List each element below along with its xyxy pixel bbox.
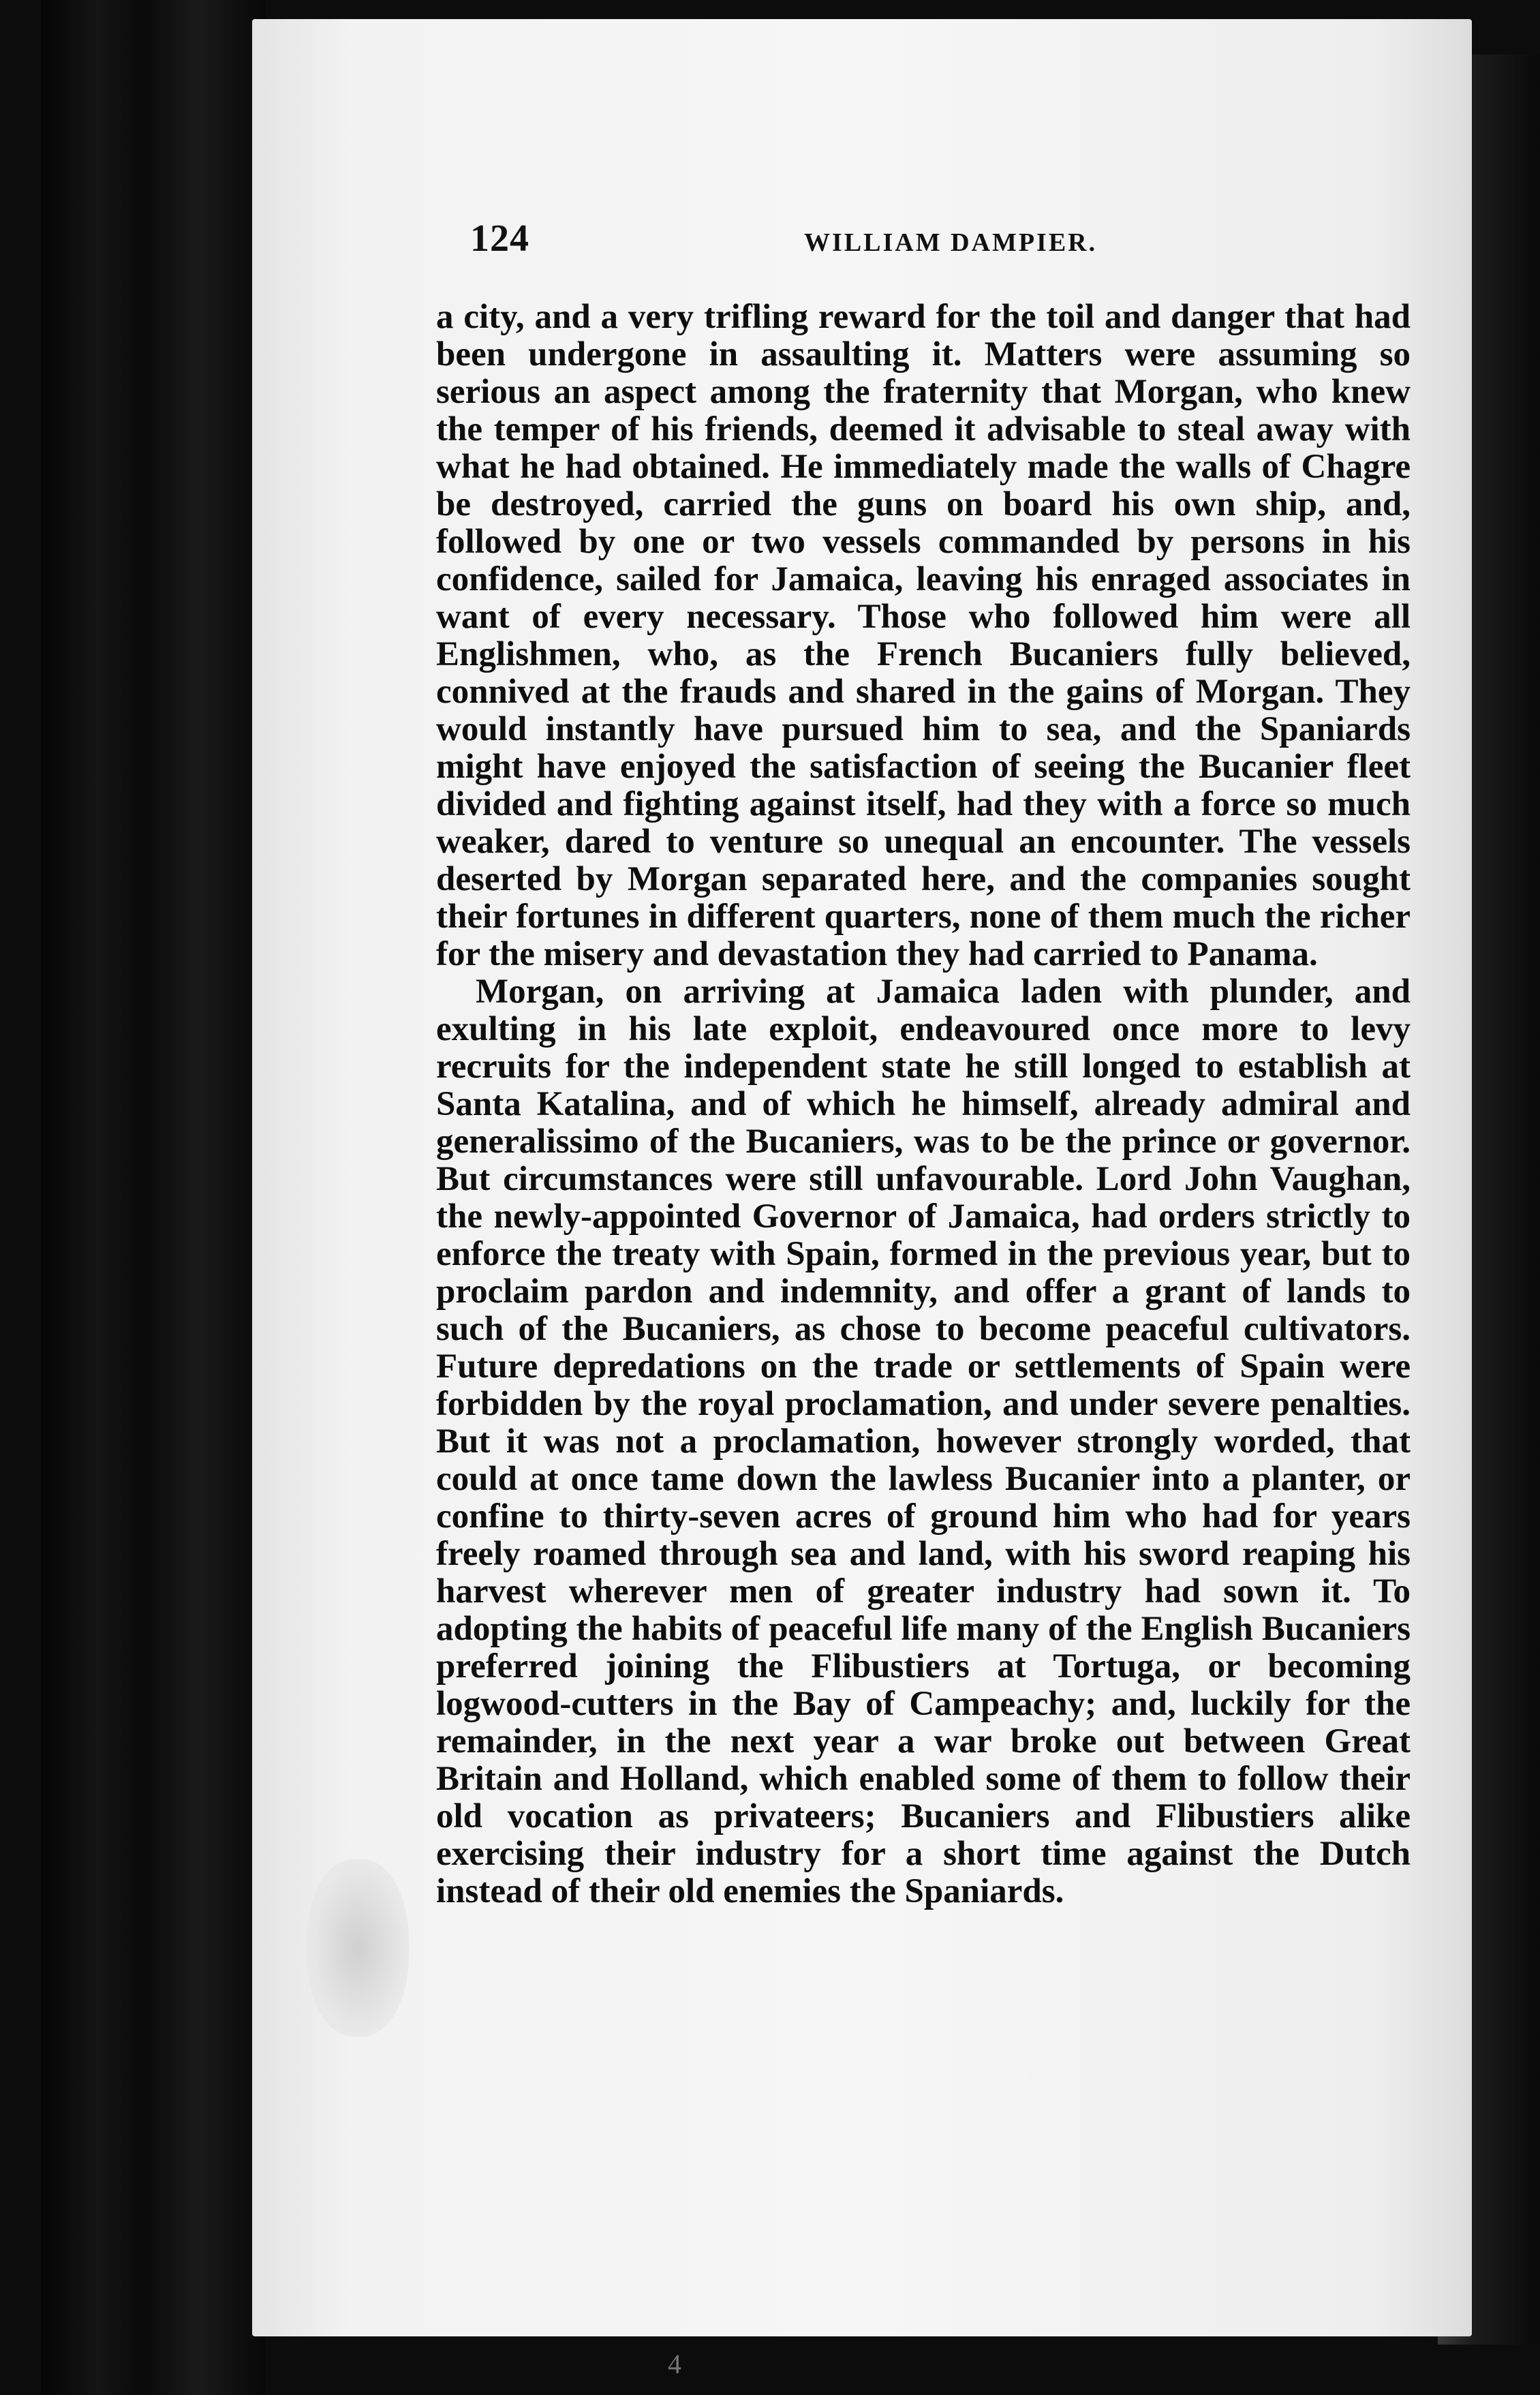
scan-footer-mark: 4 xyxy=(668,2349,681,2379)
paragraph: a city, and a very trifling reward for the toil and danger that had been undergone in assaulting it. Matters were assuming so serious an aspect among the fraternity that Morgan, who knew the temper of his friends, deemed it advisable to steal away with what he had obtained. He immediately made the walls of Chagre be destroyed, carried the guns on board his own ship, and, followed by one or two vessels commanded by persons in his confidence, sailed for Jamaica, leaving his enraged associates in want of every necessary. Those who followed him were all Englishmen, who, as the French Bucaniers fully believed, connived at the frauds and shared in the gains of Morgan. They would instantly have pursued him to sea, and the Spaniards might have enjoyed the satisfaction of seeing the Bucanier fleet divided and fighting against itself, had they with a force so much weaker, dared to venture so unequal an encounter. The vessels deserted by Morgan separated here, and the companies sought their fortunes in different quarters, none of them much the richer for the misery and devastation they had carried to Panama. xyxy=(436,298,1411,973)
paragraph: Morgan, on arriving at Jamaica laden with plunder, and exulting in his late exploit, endeavoured once more to levy recruits for the independent state he still longed to establish at Santa Katalina, and of which he himself, already admiral and generalissimo of the Bucaniers, was to be the prince or governor. But circumstances were still unfavourable. Lord John Vaughan, the newly-appointed Governor of Jamaica, had orders strictly to enforce the treaty with Spain, formed in the previous year, but to proclaim pardon and indemnity, and offer a grant of lands to such of the Bucaniers, as chose to become peaceful cultivators. Future depredations on the trade or settlements of Spain were forbidden by the royal proclamation, and under severe penalties. But it was not a proclamation, however strongly worded, that could at once tame down the lawless Bucanier into a planter, or confine to thirty-seven acres of ground him who had for years freely roamed through sea and land, with his sword reaping his harvest wherever men of greater industry had sown it. To adopting the habits of peaceful life many of the English Bucaniers preferred joining the Flibustiers at Tortuga, or becoming logwood-cutters in the Bay of Campeachy; and, luckily for the remainder, in the next year a war broke out between Great Britain and Holland, which enabled some of them to follow their old vocation as privateers; Bucaniers and Flibustiers alike exercising their industry for a short time against the Dutch instead of their old enemies the Spaniards. xyxy=(436,973,1411,1910)
book-page xyxy=(252,19,1472,2336)
page-number: 124 xyxy=(470,217,529,260)
book-binding xyxy=(41,0,266,2395)
page-header xyxy=(470,217,1451,271)
paper-stain xyxy=(307,1859,409,2036)
running-head: WILLIAM DAMPIER. xyxy=(804,228,1098,257)
body-text xyxy=(436,299,1411,1910)
